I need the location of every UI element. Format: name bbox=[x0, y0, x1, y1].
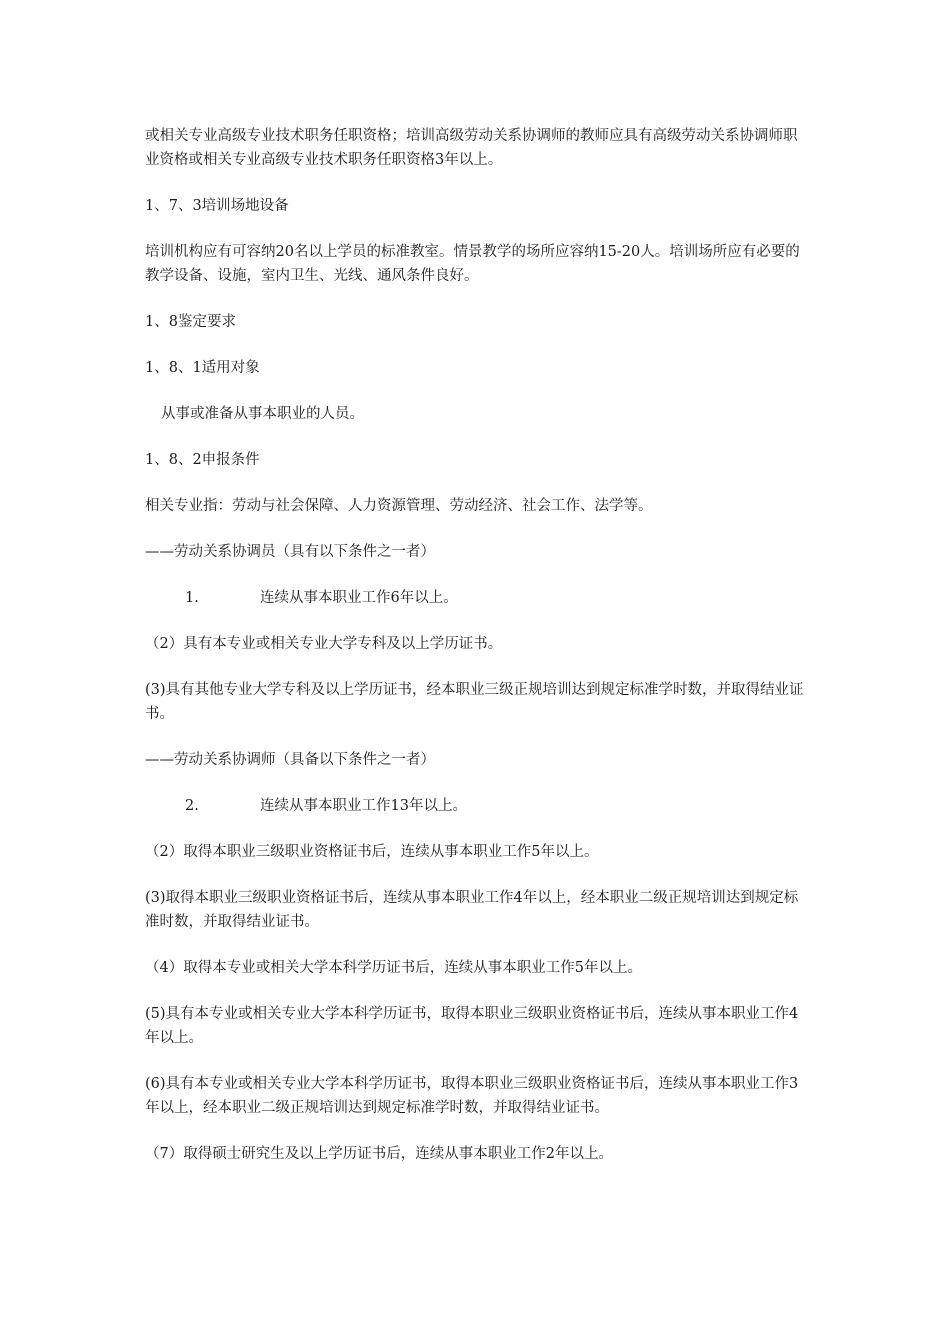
paragraph-training-facilities: 培训机构应有可容纳20名以上学员的标准教室。情景教学的场所应容纳15-20人。培训场所应有必要的教学设备、设施，室内卫生、光线、通风条件良好。 bbox=[145, 244, 800, 284]
heading-applicable-persons: 1、8、1适用对象 bbox=[145, 360, 260, 376]
list-item: （2）取得本职业三级职业资格证书后，连续从事本职业工作5年以上。 bbox=[145, 844, 599, 860]
list-item: (5)具有本专业或相关专业大学本科学历证书，取得本职业三级职业资格证书后，连续从事本职业工作4年以上。 bbox=[145, 1006, 799, 1046]
heading-appraisal-requirements: 1、8鉴定要求 bbox=[145, 314, 236, 330]
list-number: 1. bbox=[185, 590, 199, 606]
paragraph-teacher-qualification: 或相关专业高级专业技术职务任职资格；培训高级劳动关系协调师的教师应具有高级劳动关系协调师职业资格或相关专业高级专业技术职务任职资格3年以上。 bbox=[145, 128, 798, 168]
list-item: （2）具有本专业或相关专业大学专科及以上学历证书。 bbox=[145, 636, 503, 652]
heading-training-facilities: 1、7、3培训场地设备 bbox=[145, 198, 289, 214]
list-item: (3)具有其他专业大学专科及以上学历证书，经本职业三级正规培训达到规定标准学时数，并取得结业证书。 bbox=[145, 682, 804, 722]
list-item: (3)取得本职业三级职业资格证书后，连续从事本职业工作4年以上，经本职业二级正规培训达到规定标准时数，并取得结业证书。 bbox=[145, 890, 799, 930]
list-text: 连续从事本职业工作6年以上。 bbox=[260, 590, 458, 606]
list-text: 连续从事本职业工作13年以上。 bbox=[260, 798, 467, 814]
list-item bbox=[145, 794, 811, 818]
list-item: （7）取得硕士研究生及以上学历证书后，连续从事本职业工作2年以上。 bbox=[145, 1146, 613, 1162]
paragraph-related-majors: 相关专业指：劳动与社会保障、人力资源管理、劳动经济、社会工作、法学等。 bbox=[145, 498, 653, 514]
heading-application-conditions: 1、8、2申报条件 bbox=[145, 452, 260, 468]
heading-coordinator: ——劳动关系协调员（具有以下条件之一者） bbox=[145, 544, 435, 560]
list-item bbox=[145, 586, 811, 610]
paragraph-applicable-persons: 从事或准备从事本职业的人员。 bbox=[161, 406, 364, 422]
list-item: (6)具有本专业或相关专业大学本科学历证书，取得本职业三级职业资格证书后，连续从事本职业工作3年以上，经本职业二级正规培训达到规定标准学时数，并取得结业证书。 bbox=[145, 1076, 799, 1116]
list-item: （4）取得本专业或相关大学本科学历证书后，连续从事本职业工作5年以上。 bbox=[145, 960, 642, 976]
list-number: 2. bbox=[185, 798, 199, 814]
document-page bbox=[145, 124, 811, 1166]
heading-coordinator-senior: ——劳动关系协调师（具备以下条件之一者） bbox=[145, 752, 435, 768]
